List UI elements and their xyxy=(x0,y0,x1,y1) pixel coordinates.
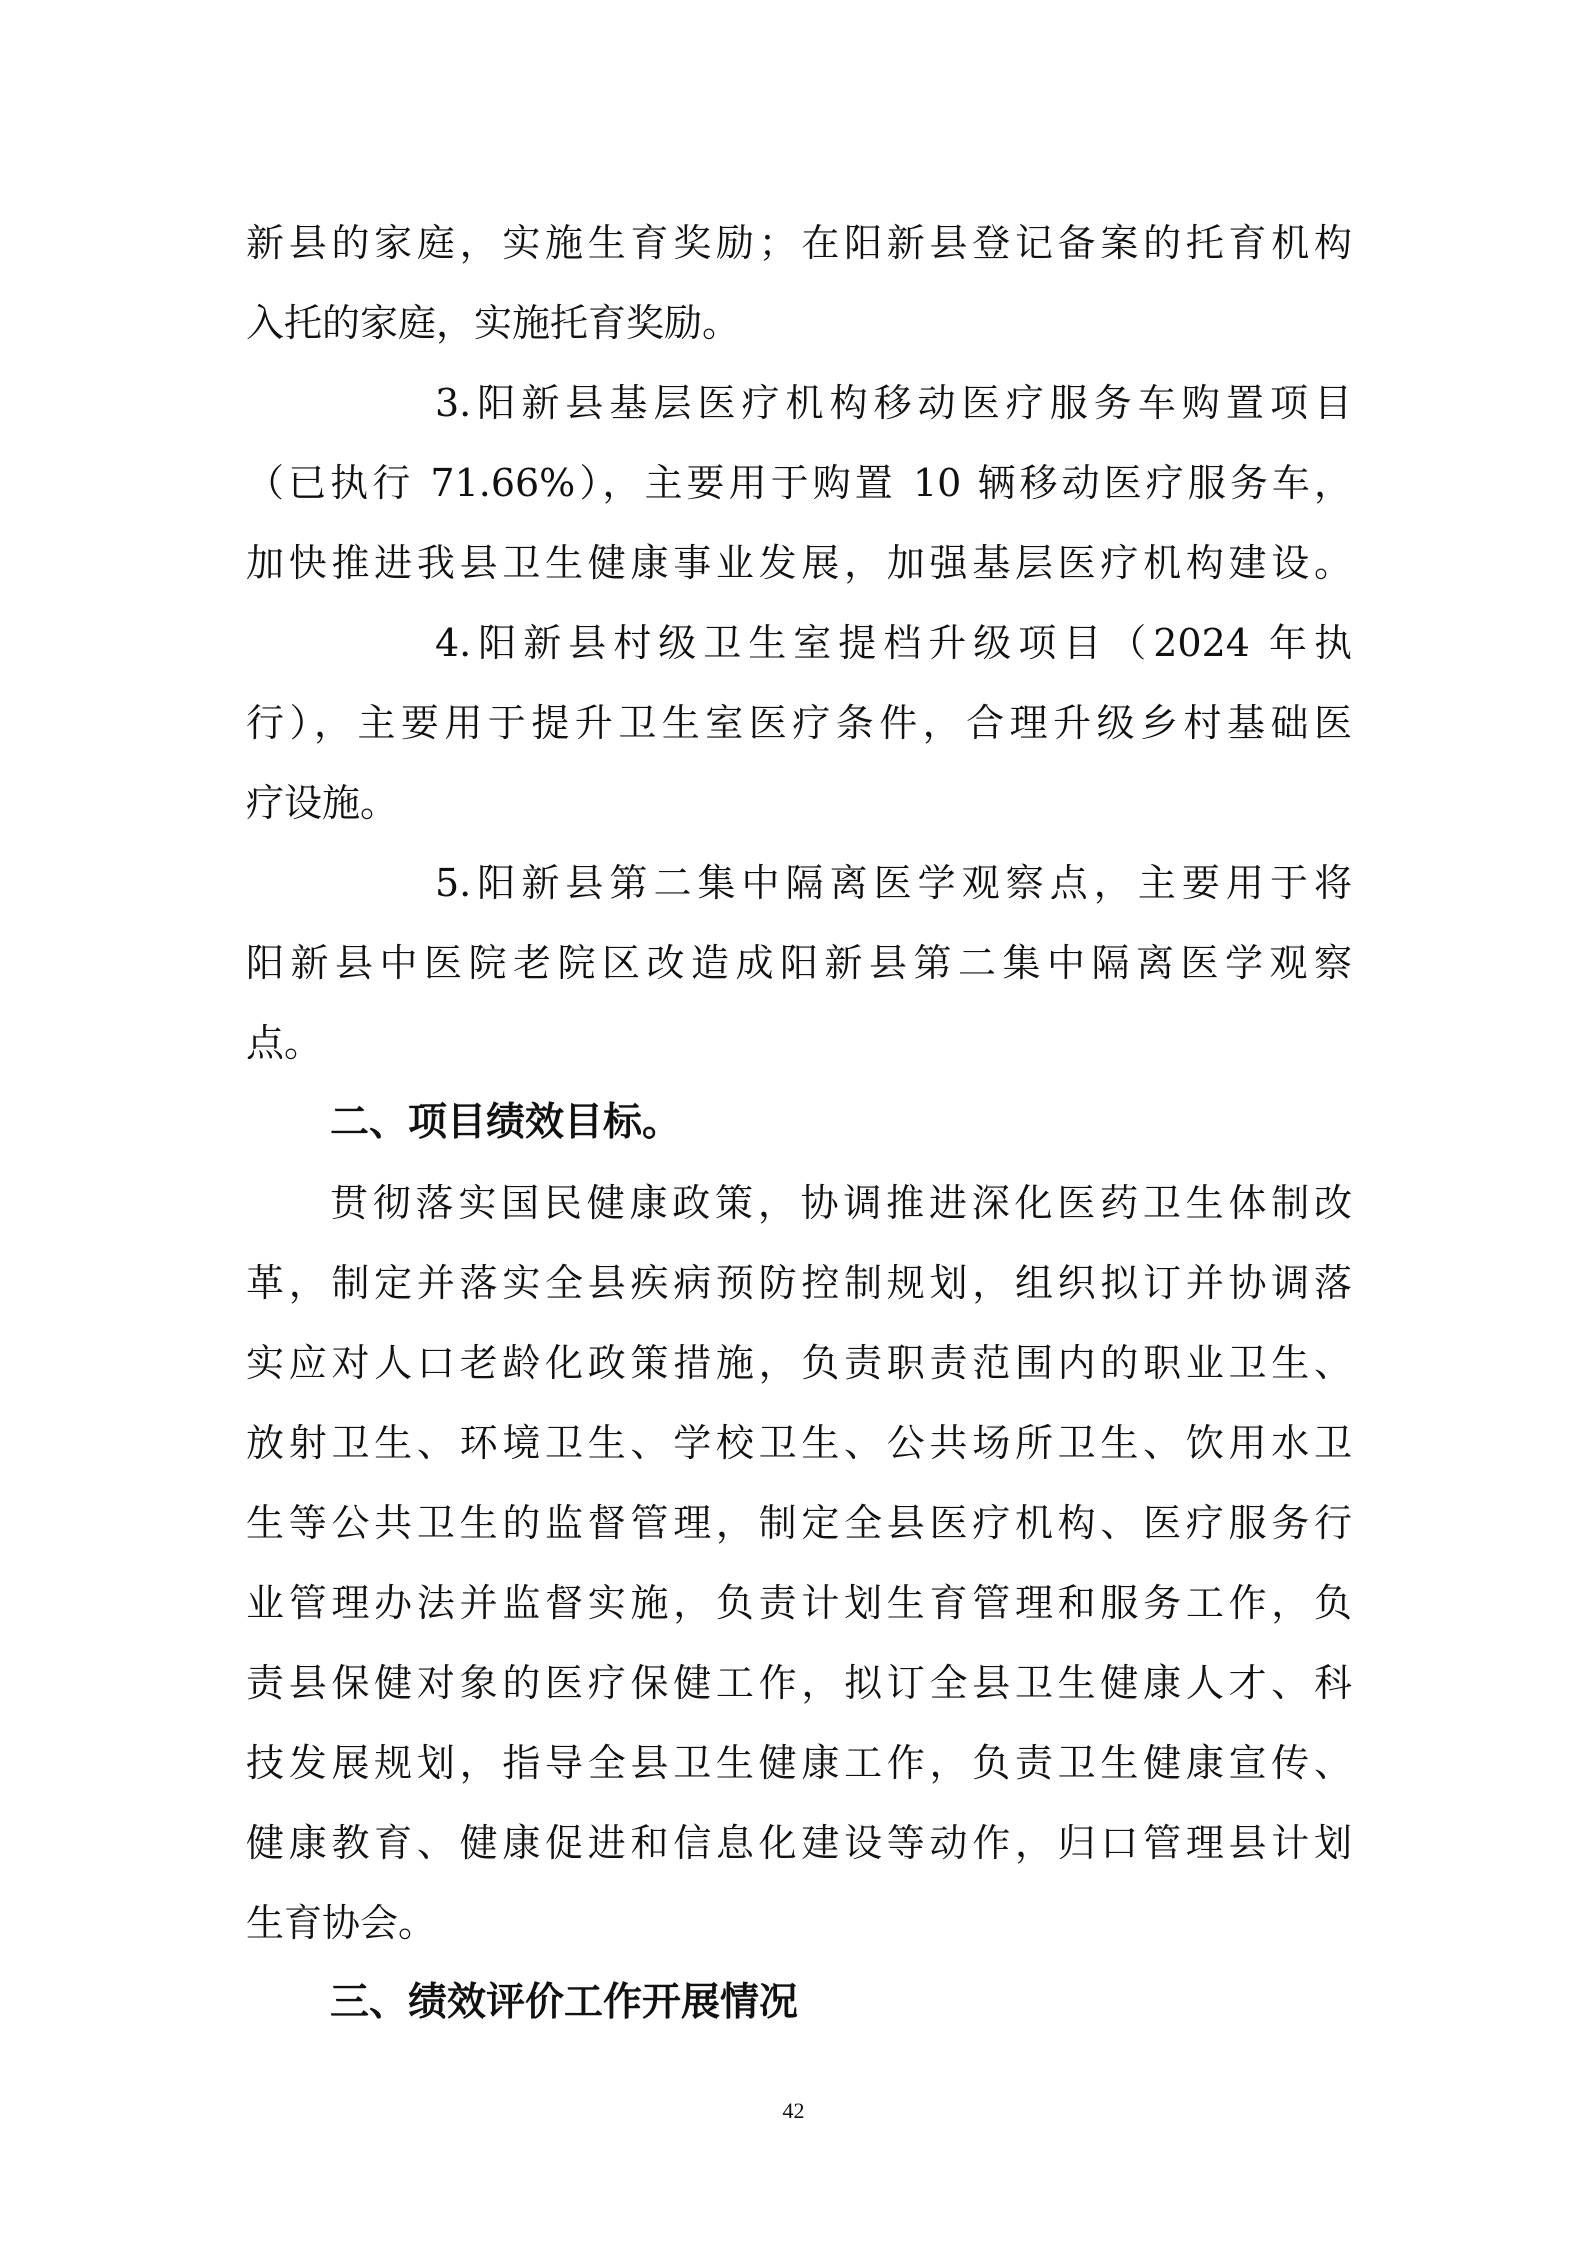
body-text-line: 健康教育、健康促进和信息化建设等动作，归口管理县计划 xyxy=(246,1821,1352,1865)
body-text-line: 责县保健对象的医疗保健工作，拟订全县卫生健康人才、科 xyxy=(246,1661,1352,1705)
section-heading-2: 二、项目绩效目标。 xyxy=(330,1100,682,1145)
page-number: 42 xyxy=(782,2098,805,2123)
body-text-line: 入托的家庭，实施托育奖励。 xyxy=(246,301,741,345)
body-text-line: 生等公共卫生的监督管理，制定全县医疗机构、医疗服务行 xyxy=(246,1501,1352,1545)
paragraph-first-line: 贯彻落实国民健康政策，协调推进深化医药卫生体制改 xyxy=(330,1181,1352,1225)
body-text-line: 技发展规划，指导全县卫生健康工作，负责卫生健康宣传、 xyxy=(246,1741,1352,1785)
item-5-title: 5.阳新县第二集中隔离医学观察点，主要用于将 xyxy=(435,861,1352,905)
item-3-title: 3.阳新县基层医疗机构移动医疗服务车购置项目 xyxy=(435,381,1352,425)
body-text-line: 放射卫生、环境卫生、学校卫生、公共场所卫生、饮用水卫 xyxy=(246,1421,1352,1465)
body-text-line: 点。 xyxy=(246,1021,323,1065)
body-text-line: 业管理办法并监督实施，负责计划生育管理和服务工作，负 xyxy=(246,1581,1352,1625)
section-heading-3: 三、绩效评价工作开展情况 xyxy=(330,1980,799,2025)
body-text-line: 行），主要用于提升卫生室医疗条件，合理升级乡村基础医 xyxy=(246,701,1352,745)
body-text-line: 加快推进我县卫生健康事业发展，加强基层医疗机构建设。 xyxy=(246,541,1352,585)
body-text-line: 疗设施。 xyxy=(246,781,399,825)
body-text-line: （已执行 71.66%），主要用于购置 10 辆移动医疗服务车， xyxy=(246,461,1352,505)
body-text-line: 新县的家庭，实施生育奖励；在阳新县登记备案的托育机构 xyxy=(246,221,1352,265)
body-text-line: 实应对人口老龄化政策措施，负责职责范围内的职业卫生、 xyxy=(246,1341,1352,1385)
body-text-line: 阳新县中医院老院区改造成阳新县第二集中隔离医学观察 xyxy=(246,941,1352,985)
item-4-title: 4.阳新县村级卫生室提档升级项目（2024 年执 xyxy=(435,621,1352,665)
body-text-line: 革，制定并落实全县疾病预防控制规划，组织拟订并协调落 xyxy=(246,1261,1352,1305)
body-text-line: 生育协会。 xyxy=(246,1901,437,1945)
